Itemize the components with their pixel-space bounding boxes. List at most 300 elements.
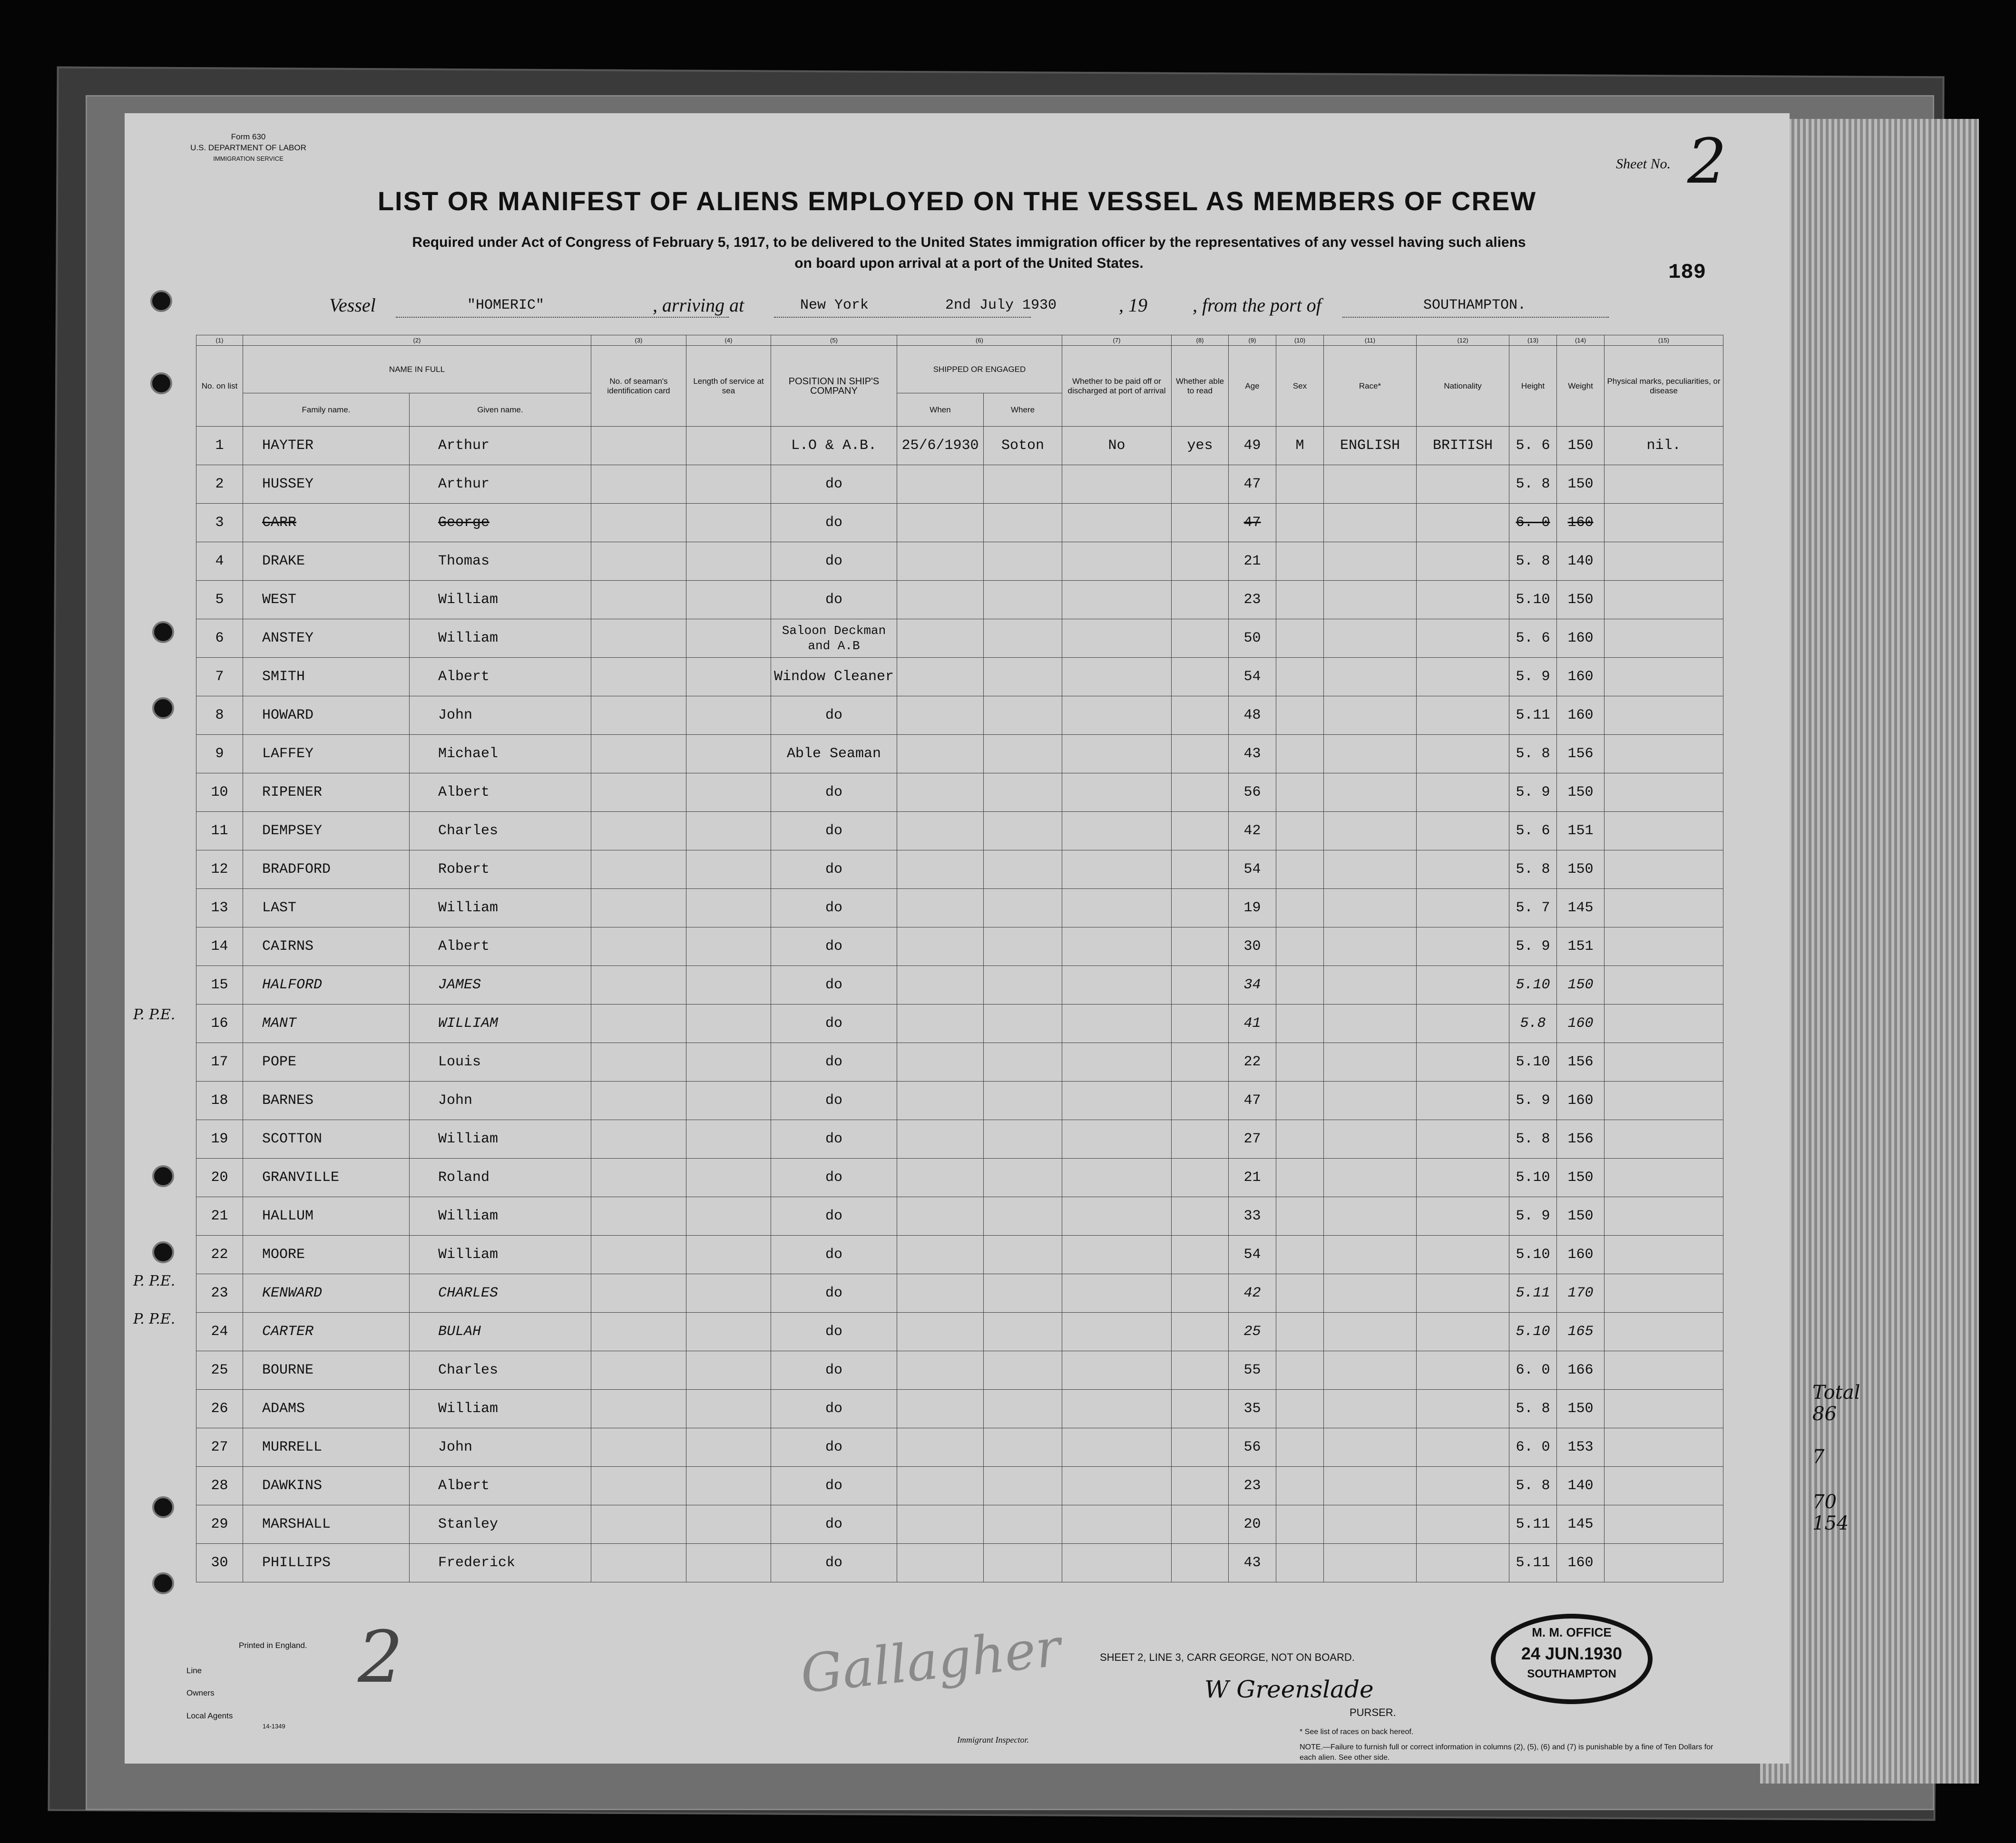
- cell-length: [686, 1159, 771, 1197]
- office-stamp: [1491, 1614, 1653, 1704]
- cell-given: CHARLES: [410, 1274, 591, 1313]
- cell-when: [897, 1313, 984, 1351]
- cell-marks: [1605, 1274, 1723, 1313]
- cell-where: [984, 966, 1062, 1004]
- form-header: [177, 131, 320, 164]
- cell-paid: [1062, 850, 1172, 889]
- cell-position: do: [771, 1197, 897, 1236]
- cell-marks: [1605, 850, 1723, 889]
- cell-height: 5. 8: [1509, 465, 1557, 504]
- table-row: [196, 966, 1723, 1004]
- cell-position: do: [771, 966, 897, 1004]
- cell-race: [1324, 966, 1417, 1004]
- page-number: 189: [1668, 261, 1706, 284]
- cell-no: 5: [196, 581, 243, 619]
- cell-position: do: [771, 1351, 897, 1390]
- cell-where: [984, 581, 1062, 619]
- local-agents-label: Local Agents: [186, 1711, 233, 1720]
- cell-sex: [1276, 850, 1324, 889]
- cell-nationality: [1417, 1505, 1509, 1544]
- cell-given: WILLIAM: [410, 1004, 591, 1043]
- cell-when: [897, 735, 984, 773]
- cell-given: William: [410, 1390, 591, 1428]
- cell-position: do: [771, 1274, 897, 1313]
- cell-family: MARSHALL: [243, 1505, 410, 1544]
- col-number: (10): [1276, 335, 1324, 346]
- cell-weight: 150: [1557, 966, 1605, 1004]
- cell-no: 4: [196, 542, 243, 581]
- cell-height: 5.10: [1509, 1313, 1557, 1351]
- cell-when: [897, 1428, 984, 1467]
- cell-where: [984, 889, 1062, 927]
- cell-marks: [1605, 1467, 1723, 1505]
- col-number: (5): [771, 335, 897, 346]
- table-row: [196, 889, 1723, 927]
- cell-race: [1324, 542, 1417, 581]
- cell-sex: [1276, 696, 1324, 735]
- cell-paid: [1062, 1082, 1172, 1120]
- cell-age: 20: [1229, 1505, 1276, 1544]
- cell-height: 5.10: [1509, 1236, 1557, 1274]
- cell-race: [1324, 581, 1417, 619]
- cell-age: 48: [1229, 696, 1276, 735]
- cell-height: 5.11: [1509, 1544, 1557, 1582]
- cell-length: [686, 1236, 771, 1274]
- cell-length: [686, 1351, 771, 1390]
- cell-height: 5.10: [1509, 581, 1557, 619]
- cell-age: 47: [1229, 1082, 1276, 1120]
- cell-read: [1172, 658, 1229, 696]
- cell-sex: [1276, 658, 1324, 696]
- cell-height: 5.10: [1509, 966, 1557, 1004]
- stamp-top: M. M. OFFICE: [1532, 1625, 1612, 1639]
- header-sex: Sex: [1276, 346, 1324, 427]
- cell-read: [1172, 1390, 1229, 1428]
- cell-age: 30: [1229, 927, 1276, 966]
- cell-paid: [1062, 581, 1172, 619]
- cell-nationality: [1417, 1544, 1509, 1582]
- service-name: IMMIGRATION SERVICE: [213, 155, 284, 162]
- cell-sex: [1276, 1120, 1324, 1159]
- cell-age: 21: [1229, 542, 1276, 581]
- cell-length: [686, 1004, 771, 1043]
- header-height: Height: [1509, 346, 1557, 427]
- table-row: [196, 1467, 1723, 1505]
- cell-marks: [1605, 773, 1723, 812]
- cell-card: [591, 581, 686, 619]
- cell-where: [984, 1082, 1062, 1120]
- cell-age: 42: [1229, 812, 1276, 850]
- cell-read: [1172, 1544, 1229, 1582]
- cell-length: [686, 1043, 771, 1082]
- cell-given: Albert: [410, 1467, 591, 1505]
- cell-weight: 150: [1557, 1159, 1605, 1197]
- arriving-label: , arriving at: [653, 294, 744, 316]
- cell-given: William: [410, 1236, 591, 1274]
- cell-sex: [1276, 1313, 1324, 1351]
- cell-card: [591, 889, 686, 927]
- cell-length: [686, 1390, 771, 1428]
- year-label: , 19: [1119, 294, 1147, 316]
- cell-age: 19: [1229, 889, 1276, 927]
- table-row: [196, 1236, 1723, 1274]
- cell-height: 5. 9: [1509, 1197, 1557, 1236]
- cell-family: HALFORD: [243, 966, 410, 1004]
- crew-rows: [196, 427, 1723, 1582]
- cell-paid: [1062, 1313, 1172, 1351]
- cell-position: do: [771, 1467, 897, 1505]
- cell-marks: [1605, 504, 1723, 542]
- cell-where: [984, 1467, 1062, 1505]
- stamp-date: 24 JUN.1930: [1521, 1644, 1623, 1663]
- cell-read: [1172, 504, 1229, 542]
- cell-position: Able Seaman: [771, 735, 897, 773]
- cell-position: do: [771, 850, 897, 889]
- cell-length: [686, 1505, 771, 1544]
- cell-sex: [1276, 1544, 1324, 1582]
- cell-weight: 170: [1557, 1274, 1605, 1313]
- cell-read: [1172, 966, 1229, 1004]
- cell-sex: [1276, 1351, 1324, 1390]
- cell-height: 5. 8: [1509, 1390, 1557, 1428]
- cell-age: 43: [1229, 735, 1276, 773]
- cell-family: CARR: [243, 504, 410, 542]
- cell-weight: 150: [1557, 465, 1605, 504]
- cell-given: Stanley: [410, 1505, 591, 1544]
- cell-given: Albert: [410, 773, 591, 812]
- cell-sex: [1276, 1236, 1324, 1274]
- cell-length: [686, 504, 771, 542]
- cell-where: [984, 658, 1062, 696]
- cell-age: 43: [1229, 1544, 1276, 1582]
- cell-age: 21: [1229, 1159, 1276, 1197]
- cell-race: [1324, 1351, 1417, 1390]
- cell-no: 15: [196, 966, 243, 1004]
- cell-when: [897, 1043, 984, 1082]
- cell-card: [591, 619, 686, 658]
- cell-height: 6. 0: [1509, 504, 1557, 542]
- header-no-on-list: No. on list: [196, 346, 243, 427]
- cell-race: [1324, 1505, 1417, 1544]
- cell-sex: [1276, 542, 1324, 581]
- cell-read: [1172, 927, 1229, 966]
- cell-race: [1324, 850, 1417, 889]
- sheet-number-value: 2: [1687, 125, 1727, 197]
- table-row: [196, 542, 1723, 581]
- col-number: (12): [1417, 335, 1509, 346]
- cell-age: 56: [1229, 1428, 1276, 1467]
- cell-family: SMITH: [243, 658, 410, 696]
- cell-where: [984, 504, 1062, 542]
- cell-given: John: [410, 1082, 591, 1120]
- side-tally-value: 154: [1812, 1512, 1849, 1534]
- table-row: [196, 1120, 1723, 1159]
- cell-nationality: [1417, 1274, 1509, 1313]
- cell-given: Thomas: [410, 542, 591, 581]
- cell-no: 2: [196, 465, 243, 504]
- cell-sex: [1276, 504, 1324, 542]
- cell-height: 5. 8: [1509, 735, 1557, 773]
- cell-no: 24: [196, 1313, 243, 1351]
- cell-read: [1172, 735, 1229, 773]
- cell-paid: No: [1062, 427, 1172, 465]
- sheet-number-label: Sheet No.: [1616, 156, 1671, 172]
- cell-race: [1324, 1428, 1417, 1467]
- cell-age: 47: [1229, 465, 1276, 504]
- cell-marks: [1605, 1390, 1723, 1428]
- cell-read: [1172, 812, 1229, 850]
- table-row: [196, 1505, 1723, 1544]
- cell-card: [591, 1236, 686, 1274]
- stamp-bottom: SOUTHAMPTON: [1527, 1667, 1616, 1680]
- cell-family: HOWARD: [243, 696, 410, 735]
- cell-age: 49: [1229, 427, 1276, 465]
- cell-given: William: [410, 1120, 591, 1159]
- cell-sex: [1276, 465, 1324, 504]
- punch-hole: [152, 1241, 174, 1263]
- cell-paid: [1062, 1004, 1172, 1043]
- cell-nationality: [1417, 581, 1509, 619]
- cell-where: [984, 927, 1062, 966]
- cell-read: [1172, 1236, 1229, 1274]
- cell-height: 5.8: [1509, 1004, 1557, 1043]
- cell-position: do: [771, 504, 897, 542]
- cell-read: [1172, 581, 1229, 619]
- cell-no: 13: [196, 889, 243, 927]
- cell-when: [897, 619, 984, 658]
- subtitle: [315, 232, 1623, 274]
- cell-height: 5. 9: [1509, 1082, 1557, 1120]
- cell-paid: [1062, 1120, 1172, 1159]
- cell-card: [591, 1467, 686, 1505]
- cell-weight: 140: [1557, 1467, 1605, 1505]
- table-row: [196, 581, 1723, 619]
- cell-family: PHILLIPS: [243, 1544, 410, 1582]
- cell-card: [591, 1544, 686, 1582]
- cell-length: [686, 927, 771, 966]
- cell-no: 20: [196, 1159, 243, 1197]
- col-number: (3): [591, 335, 686, 346]
- cell-family: ANSTEY: [243, 619, 410, 658]
- header-shipped-engaged: SHIPPED OR ENGAGED: [897, 346, 1062, 393]
- cell-weight: 151: [1557, 812, 1605, 850]
- cell-no: 9: [196, 735, 243, 773]
- cell-card: [591, 1120, 686, 1159]
- cell-where: [984, 542, 1062, 581]
- cell-race: [1324, 812, 1417, 850]
- cell-position: do: [771, 889, 897, 927]
- port-label: , from the port of: [1193, 294, 1321, 316]
- row-margin-note: P. P.E.: [133, 1006, 176, 1023]
- cell-race: [1324, 1236, 1417, 1274]
- cell-no: 8: [196, 696, 243, 735]
- department-name: U.S. DEPARTMENT OF LABOR: [190, 143, 306, 152]
- cell-read: [1172, 1159, 1229, 1197]
- cell-sex: [1276, 1043, 1324, 1082]
- cell-length: [686, 619, 771, 658]
- cell-when: [897, 581, 984, 619]
- cell-card: [591, 850, 686, 889]
- cell-where: [984, 465, 1062, 504]
- cell-when: [897, 1236, 984, 1274]
- cell-length: [686, 1544, 771, 1582]
- vessel-label: Vessel: [329, 294, 376, 316]
- cell-age: 22: [1229, 1043, 1276, 1082]
- cell-paid: [1062, 966, 1172, 1004]
- cell-sex: [1276, 1467, 1324, 1505]
- cell-nationality: [1417, 1390, 1509, 1428]
- cell-nationality: [1417, 542, 1509, 581]
- header-physical-marks: Physical marks, peculiarities, or disease: [1605, 346, 1723, 427]
- cell-nationality: [1417, 619, 1509, 658]
- row-margin-note: P. P.E.: [133, 1311, 176, 1327]
- cell-when: [897, 1082, 984, 1120]
- cell-card: [591, 696, 686, 735]
- cell-position: do: [771, 812, 897, 850]
- cell-weight: 160: [1557, 504, 1605, 542]
- table-row: [196, 1390, 1723, 1428]
- cell-marks: [1605, 1159, 1723, 1197]
- cell-length: [686, 427, 771, 465]
- arriving-line: [774, 317, 1031, 318]
- cell-where: [984, 1197, 1062, 1236]
- form-code: 14-1349: [263, 1723, 285, 1730]
- cell-age: 23: [1229, 581, 1276, 619]
- cell-when: [897, 889, 984, 927]
- col-number: (11): [1324, 335, 1417, 346]
- cell-length: [686, 1467, 771, 1505]
- cell-when: [897, 1467, 984, 1505]
- cell-weight: 156: [1557, 1043, 1605, 1082]
- punch-hole: [152, 621, 174, 643]
- cell-age: 35: [1229, 1390, 1276, 1428]
- cell-card: [591, 1197, 686, 1236]
- cell-age: 42: [1229, 1274, 1276, 1313]
- cell-family: WEST: [243, 581, 410, 619]
- cell-read: yes: [1172, 427, 1229, 465]
- cell-marks: [1605, 966, 1723, 1004]
- cell-where: [984, 619, 1062, 658]
- cell-weight: 165: [1557, 1313, 1605, 1351]
- cell-no: 26: [196, 1390, 243, 1428]
- cell-no: 19: [196, 1120, 243, 1159]
- cell-card: [591, 658, 686, 696]
- cell-when: [897, 542, 984, 581]
- col-number: (6): [897, 335, 1062, 346]
- cell-when: [897, 966, 984, 1004]
- cell-weight: 150: [1557, 1390, 1605, 1428]
- cell-position: do: [771, 542, 897, 581]
- manifest-sheet: [125, 113, 1790, 1764]
- table-row: [196, 1197, 1723, 1236]
- cell-read: [1172, 850, 1229, 889]
- cell-paid: [1062, 1159, 1172, 1197]
- cell-read: [1172, 773, 1229, 812]
- table-row: [196, 465, 1723, 504]
- cell-marks: [1605, 696, 1723, 735]
- cell-no: 18: [196, 1082, 243, 1120]
- cell-race: [1324, 504, 1417, 542]
- cell-race: [1324, 658, 1417, 696]
- cell-nationality: [1417, 1043, 1509, 1082]
- cell-when: [897, 1390, 984, 1428]
- header-weight: Weight: [1557, 346, 1605, 427]
- cell-family: LAFFEY: [243, 735, 410, 773]
- cell-where: [984, 1159, 1062, 1197]
- col-number: (13): [1509, 335, 1557, 346]
- cell-sex: [1276, 889, 1324, 927]
- cell-length: [686, 658, 771, 696]
- cell-race: [1324, 1043, 1417, 1082]
- cell-family: DAWKINS: [243, 1467, 410, 1505]
- form-number: Form 630: [231, 132, 266, 141]
- cell-nationality: [1417, 1004, 1509, 1043]
- cell-when: [897, 1544, 984, 1582]
- purser-label: PURSER.: [1350, 1706, 1396, 1718]
- cell-length: [686, 773, 771, 812]
- cell-length: [686, 812, 771, 850]
- header-able-read: Whether able to read: [1172, 346, 1229, 427]
- line-label: Line: [186, 1666, 202, 1675]
- cell-given: Charles: [410, 1351, 591, 1390]
- cell-nationality: [1417, 504, 1509, 542]
- printed-in: Printed in England.: [239, 1641, 307, 1650]
- cell-where: [984, 1544, 1062, 1582]
- cell-nationality: [1417, 966, 1509, 1004]
- col-number: (1): [196, 335, 243, 346]
- cell-nationality: [1417, 1467, 1509, 1505]
- col-number: (15): [1605, 335, 1723, 346]
- cell-weight: 160: [1557, 1082, 1605, 1120]
- cell-sex: [1276, 1082, 1324, 1120]
- cell-position: do: [771, 1544, 897, 1582]
- cell-paid: [1062, 1428, 1172, 1467]
- cell-where: [984, 850, 1062, 889]
- cell-height: 5.10: [1509, 1159, 1557, 1197]
- cell-when: 25/6/1930: [897, 427, 984, 465]
- cell-no: 22: [196, 1236, 243, 1274]
- cell-card: [591, 1159, 686, 1197]
- cell-nationality: [1417, 696, 1509, 735]
- cell-where: [984, 1120, 1062, 1159]
- cell-nationality: [1417, 1236, 1509, 1274]
- cell-height: 5. 9: [1509, 773, 1557, 812]
- cell-paid: [1062, 1197, 1172, 1236]
- cell-no: 16: [196, 1004, 243, 1043]
- table-row: [196, 1159, 1723, 1197]
- cell-nationality: [1417, 850, 1509, 889]
- header-race: Race*: [1324, 346, 1417, 427]
- table-row: [196, 658, 1723, 696]
- cell-sex: [1276, 581, 1324, 619]
- cell-marks: [1605, 658, 1723, 696]
- cell-height: 5. 8: [1509, 1120, 1557, 1159]
- header-length-service: Length of service at sea: [686, 346, 771, 427]
- cell-where: [984, 1428, 1062, 1467]
- arriving-place: New York: [800, 297, 869, 313]
- cell-length: [686, 465, 771, 504]
- cell-length: [686, 1197, 771, 1236]
- cell-marks: [1605, 619, 1723, 658]
- cell-marks: [1605, 1197, 1723, 1236]
- cell-paid: [1062, 1351, 1172, 1390]
- cell-marks: [1605, 1351, 1723, 1390]
- cell-no: 1: [196, 427, 243, 465]
- cell-when: [897, 1159, 984, 1197]
- cell-sex: [1276, 773, 1324, 812]
- cell-given: William: [410, 581, 591, 619]
- cell-given: Frederick: [410, 1544, 591, 1582]
